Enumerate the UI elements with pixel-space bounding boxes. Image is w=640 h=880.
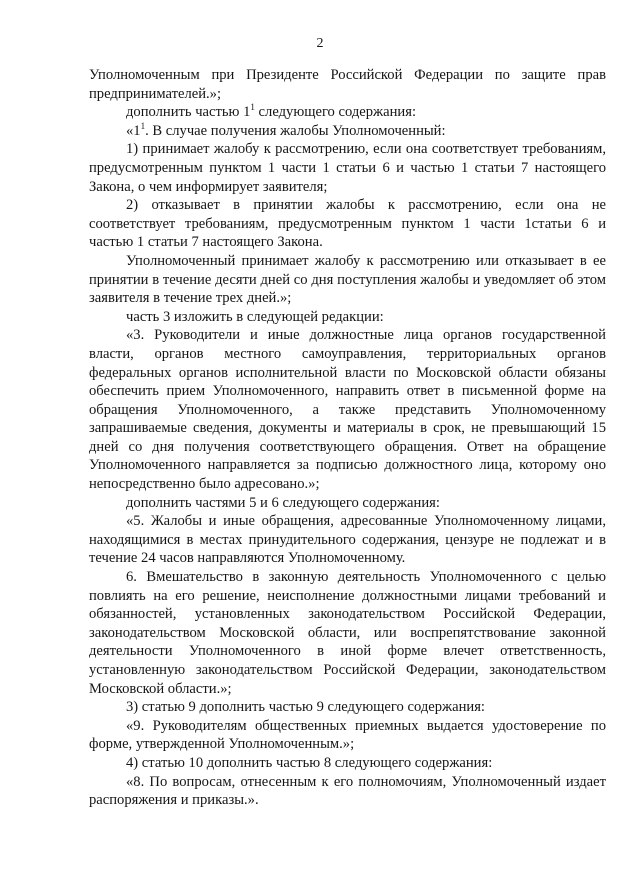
paragraph-5: 2) отказывает в принятии жалобы к рассмотрению, если она не соответствует требованиям, предусмотренным пунктом 1 части 1статьи 6 и частью 1 статьи 7 настоящего Закона. bbox=[89, 197, 606, 251]
page-number: 2 bbox=[316, 36, 324, 51]
paragraph-2-superscript: 1 bbox=[250, 102, 255, 113]
paragraph-7: часть 3 изложить в следующей редакции: bbox=[126, 308, 384, 325]
paragraph-11: 6. Вмешательство в законную деятельность Уполномоченного с целью повлиять на его решение, неисполнение должностными лицами требований и обязанностей, установленных законодательством Российской Федерации, законодательством Московской области, или воспрепятствование законной деятельности Уполномоченного в иной форме влечет ответственность, установленную законодательством Российской Федерации, законодательством Московской области.»; bbox=[89, 569, 606, 697]
paragraph-2-text-b: следующего содержания: bbox=[254, 104, 417, 121]
paragraph-12: 3) статью 9 дополнить частью 9 следующего содержания: bbox=[126, 699, 485, 716]
paragraph-10: «5. Жалобы и иные обращения, адресованные Уполномоченному лицами, находящимися в местах принудительного содержания, цензуре не подлежат и в течение 24 часов направляются Уполномоченному. bbox=[89, 513, 606, 567]
paragraph-3-superscript: 1 bbox=[140, 120, 146, 131]
paragraph-13: «9. Руководителям общественных приемных выдается удостоверение по форме, утвержденной Уполномоченным.»; bbox=[89, 717, 606, 753]
paragraph-2 bbox=[89, 103, 606, 122]
paragraph-2-text-a: дополнить частью 1 bbox=[126, 104, 251, 121]
paragraph-3 bbox=[89, 122, 606, 141]
paragraph-14: 4) статью 10 дополнить частью 8 следующего содержания: bbox=[126, 754, 493, 771]
document-body bbox=[89, 66, 606, 810]
paragraph-8: «3. Руководители и иные должностные лица органов государственной власти, органов местного самоуправления, территориальных органов федеральных органов исполнительной власти по Московской области обязаны обеспечить прием Уполномоченного, направить ответ в письменной форме на обращения Уполномоченного, а также представить Уполномоченному запрашиваемые сведения, документы и материалы в срок, не превышающий 15 дней со дня получения соответствующего обращения. Ответ на обращение Уполномоченного направляется за подписью должностного лица, которому оно непосредственно было адресовано.»; bbox=[89, 327, 606, 493]
paragraph-3-text-b: . В случае получения жалобы Уполномоченный: bbox=[145, 122, 446, 139]
paragraph-1: Уполномоченным при Президенте Российской Федерации по защите прав предпринимателей.»; bbox=[89, 67, 606, 102]
paragraph-15: «8. По вопросам, отнесенным к его полномочиям, Уполномоченный издает распоряжения и приказы.». bbox=[89, 773, 606, 809]
paragraph-9: дополнить частями 5 и 6 следующего содержания: bbox=[126, 494, 440, 511]
paragraph-3-text-a: «1 bbox=[126, 122, 141, 139]
paragraph-4: 1) принимает жалобу к рассмотрению, если она соответствует требованиям, предусмотренным пунктом 1 части 1 статьи 6 и частью 1 статьи 7 настоящего Закона, о чем информирует заявителя; bbox=[89, 141, 606, 195]
paragraph-6: Уполномоченный принимает жалобу к рассмотрению или отказывает в ее принятии в течение десяти дней со дня поступления жалобы и уведомляет об этом заявителя в течение трех дней.»; bbox=[89, 252, 606, 307]
